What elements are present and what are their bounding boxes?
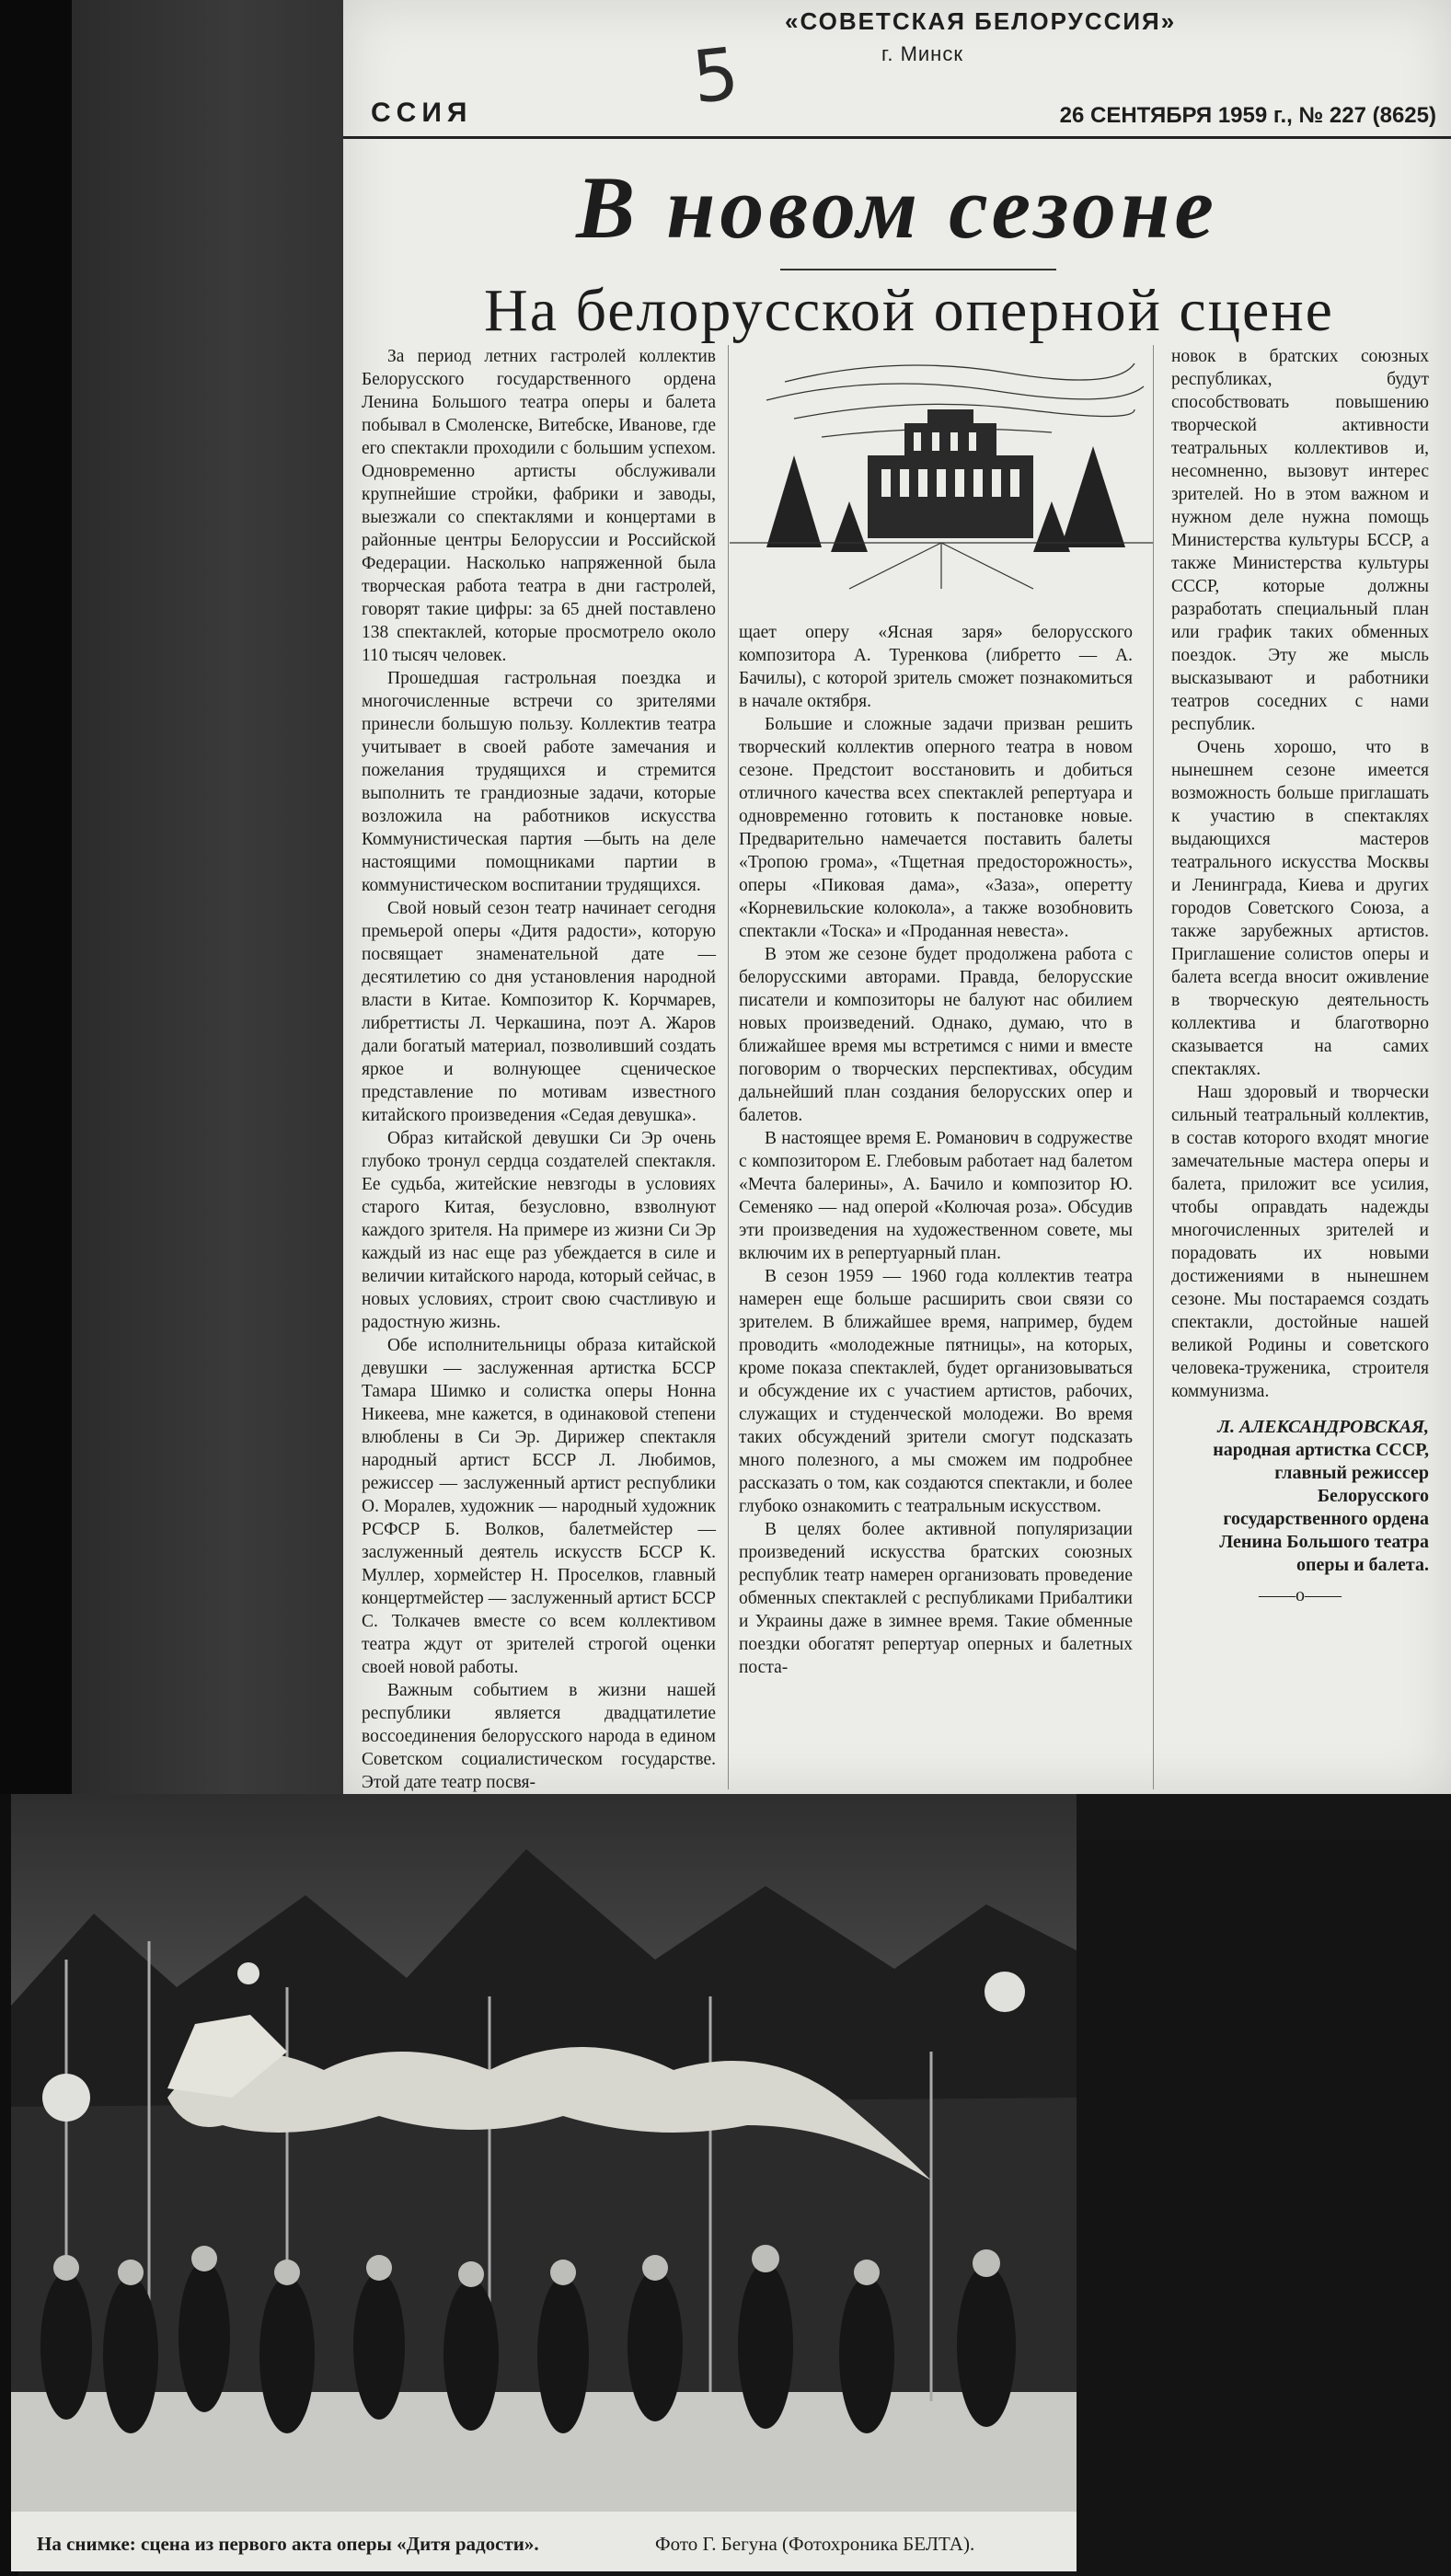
article-subhead: На белорусской оперной сцене	[484, 277, 1334, 344]
paragraph: В настоящее время Е. Романович в содружестве с композитором Е. Глебовым работает над балетом «Мечта балерины», А. Бачило и композитор Ю. Семеняко — над оперой «Колючая роза». Обсудив эти произведения на художественном совете, мы включим их в репертуарный план.	[739, 1129, 1133, 1263]
photo-caption: На снимке: сцена из первого акта оперы «Дитя радости».	[37, 2533, 539, 2555]
article-column-3	[1171, 345, 1429, 1605]
column-divider	[1153, 345, 1154, 1789]
author-title: народная артистка СССР, главный режиссер Белорусского государственного ордена Ленина Большого театра оперы и балета.	[1213, 1440, 1429, 1575]
paragraph: Свой новый сезон театр начинает сегодня премьерой оперы «Дитя радости», которую посвящает знаменательной дате — десятилетию со дня установления народной власти в Китае. Композитор К. Корчмарев, либреттисты Л. Черкашина, поэт А. Жаров дали богатый материал, позволивший создать яркое и волнующее сценическое представление по мотивам известного китайского произведения «Седая девушка».	[362, 899, 716, 1125]
paragraph: В сезон 1959 — 1960 года коллектив театра намерен еще больше расширить свои связи со зрителем. В ближайшее время, например, будем проводить «молодежные пятницы», на которых, кроме показа спектаклей, будет организовываться и обсуждение их с участием артистов, рабочих, служащих и студенческой молодежи. Во время таких обсуждений зрители смогут подсказать много полезного, а мы сможем им подробнее рассказать о том, как создаются спектакли, и более глубоко ознакомить с театральным искусством.	[739, 1267, 1133, 1516]
date-issue: 26 СЕНТЯБРЯ 1959 г., № 227 (8625)	[1059, 103, 1436, 128]
article-column-2	[739, 621, 1133, 1791]
opera-scene-image	[11, 1794, 1077, 2512]
paragraph: Большие и сложные задачи призван решить творческий коллектив оперного театра в новом сезоне. Предстоит восстановить и добиться отличного качества всех спектаклей репертуара и одновременно готовить к постановке новые. Предварительно намечается поставить балеты «Тропою грома», «Тщетная предосторожность», оперы «Пиковая дама», «Заза», оперетту «Корневильские колокола», а также возобновить спектакли «Тоска» и «Проданная невеста».	[739, 715, 1133, 941]
stage-photo	[11, 1794, 1077, 2571]
paragraph: Прошедшая гастрольная поездка и многочисленные встречи со зрителями принесли большую пользу. Коллектив театра учитывает в своей работе замечания и пожелания трудящихся и стремится выполнить те грандиозные задачи, которые возложила на работников искусства Коммунистическая партия —быть на деле настоящими помощниками партии в коммунистическом воспитании трудящихся.	[362, 669, 716, 895]
paragraph: Очень хорошо, что в нынешнем сезоне имеется возможность больше приглашать к участию в спектаклях выдающихся мастеров театрального искусства Москвы и Ленинграда, Киева и других городов Советского Союза, а также зарубежных артистов. Приглашение солистов оперы и балета всегда вносит оживление в творческую деятельность коллектива и благотворно сказывается на самих спектаклях.	[1171, 738, 1429, 1079]
column-divider	[728, 345, 729, 603]
newspaper-clipping	[343, 0, 1451, 1794]
photo-caption-bar	[11, 2512, 1077, 2571]
paragraph: Важным событием в жизни нашей республики является двадцатилетие воссоединения белорусского народа в едином Советском социалистическом государстве. Этой дате театр посвя-	[362, 1681, 716, 1792]
paragraph: Обе исполнительницы образа китайской девушки — заслуженная артистка БССР Тамара Шимко и солистка оперы Нонна Никеева, мне кажется, в одинаковой степени влюблены в Си Эр. Дирижер спектакля народный артист БССР Л. Любимов, режиссер — заслуженный артист республики О. Моралев, художник — народный художник РСФСР Б. Волков, балетмейстер — заслуженный деятель искусств БССР К. Муллер, хормейстер Н. Проселков, главный концертмейстер — заслуженный артист БССР С. Толкачев вместе со всем коллективом театра ждут от зрителей строгой оценки своей новой работы.	[362, 1336, 716, 1677]
author-name: Л. АЛЕКСАНДРОВСКАЯ,	[1217, 1417, 1429, 1437]
end-mark: ——o——	[1259, 1585, 1342, 1605]
paragraph: щает оперу «Ясная заря» белорусского композитора А. Туренкова (либретто — А. Бачилы), с которой зритель сможет познакомиться в начале октября.	[739, 623, 1133, 711]
scan-background-strip	[72, 0, 343, 1794]
article-column-1	[362, 345, 716, 1792]
paragraph: новок в братских союзных республиках, будут способствовать повышению творческой активности театральных коллективов и, несомненно, вызовут интерес зрителей. Но в этом важном и нужном деле нужна помощь Министерства культуры БССР, а также Министерства культуры СССР, которые должны разработать специальный план или график таких обменных поездок. Эту же мысль высказывают и работники театров соседних с нами республик.	[1171, 347, 1429, 734]
paragraph: Наш здоровый и творчески сильный театральный коллектив, в состав которого входят многие замечательные мастера оперы и балета, приложит все усилия, чтобы оправдать надежды многочисленных зрителей и порадовать их новыми достижениями в нынешнем сезоне. Мы постараемся создать спектакли, достойные нашей великой Родины и советского человека-труженика, строителя коммунизма.	[1171, 1083, 1429, 1401]
photo-credit: Фото Г. Бегуна (Фотохроника БЕЛТА).	[655, 2533, 975, 2555]
article-headline: В новом сезоне	[576, 158, 1218, 257]
paragraph: За период летних гастролей коллектив Белорусского государственного ордена Ленина Большого театра оперы и балета побывал в Смоленске, Витебске, Иванове, где его спектакли проходили с большим успехом. Одновременно артисты обслуживали крупнейшие стройки, фабрики и заводы, выезжали со спектаклями и концертами в районные центры Белоруссии и Российской Федерации. Насколько напряженной была творческая работа театра в дни гастролей, говорят такие цифры: за 65 дней поставлено 138 спектаклей, которые просмотрело около 110 тысяч человек.	[362, 347, 716, 665]
scan-background-right	[1077, 1840, 1451, 2576]
scan-background-left	[0, 0, 72, 1794]
paragraph: В целях более активной популяризации произведений искусства братских союзных республик театр намерен организовать проведение обменных спектаклей с республиками Прибалтики и Украины даже в зимнее время. Такие обменные поездки обогатят репертуар оперных и балетных поста-	[739, 1520, 1133, 1677]
paragraph: Образ китайской девушки Си Эр очень глубоко тронул сердца создателей спектакля. Ее судьба, житейские невзгоды в условиях старого Китая, безусловно, взволнуют каждого зрителя. На примере из жизни Си Эр каждый из нас еще раз убеждается в силе и величии китайского народа, который сейчас, в новых условиях, строит свою счастливую и радостную жизнь.	[362, 1129, 716, 1332]
dateline-strip	[343, 92, 1451, 139]
column-divider	[728, 603, 729, 1789]
author-signature	[1171, 1416, 1429, 1577]
handwritten-number: 5	[688, 32, 743, 121]
headline-rule	[780, 269, 1056, 270]
opera-house-illustration	[730, 345, 1153, 589]
paragraph: В этом же сезоне будет продолжена работа с белорусскими авторами. Правда, белорусские писатели и композиторы не балуют нас обилием новых произведений. Однако, думаю, что в ближайшее время мы встретимся с ними и вместе поговорим о творческих перспективах, обсудим дальнейший план создания белорусских опер и балетов.	[739, 945, 1133, 1125]
section-fragment: ССИЯ	[371, 98, 473, 128]
newspaper-title: «СОВЕТСКАЯ БЕЛОРУССИЯ»	[785, 7, 1177, 35]
newspaper-city: г. Минск	[881, 42, 963, 65]
